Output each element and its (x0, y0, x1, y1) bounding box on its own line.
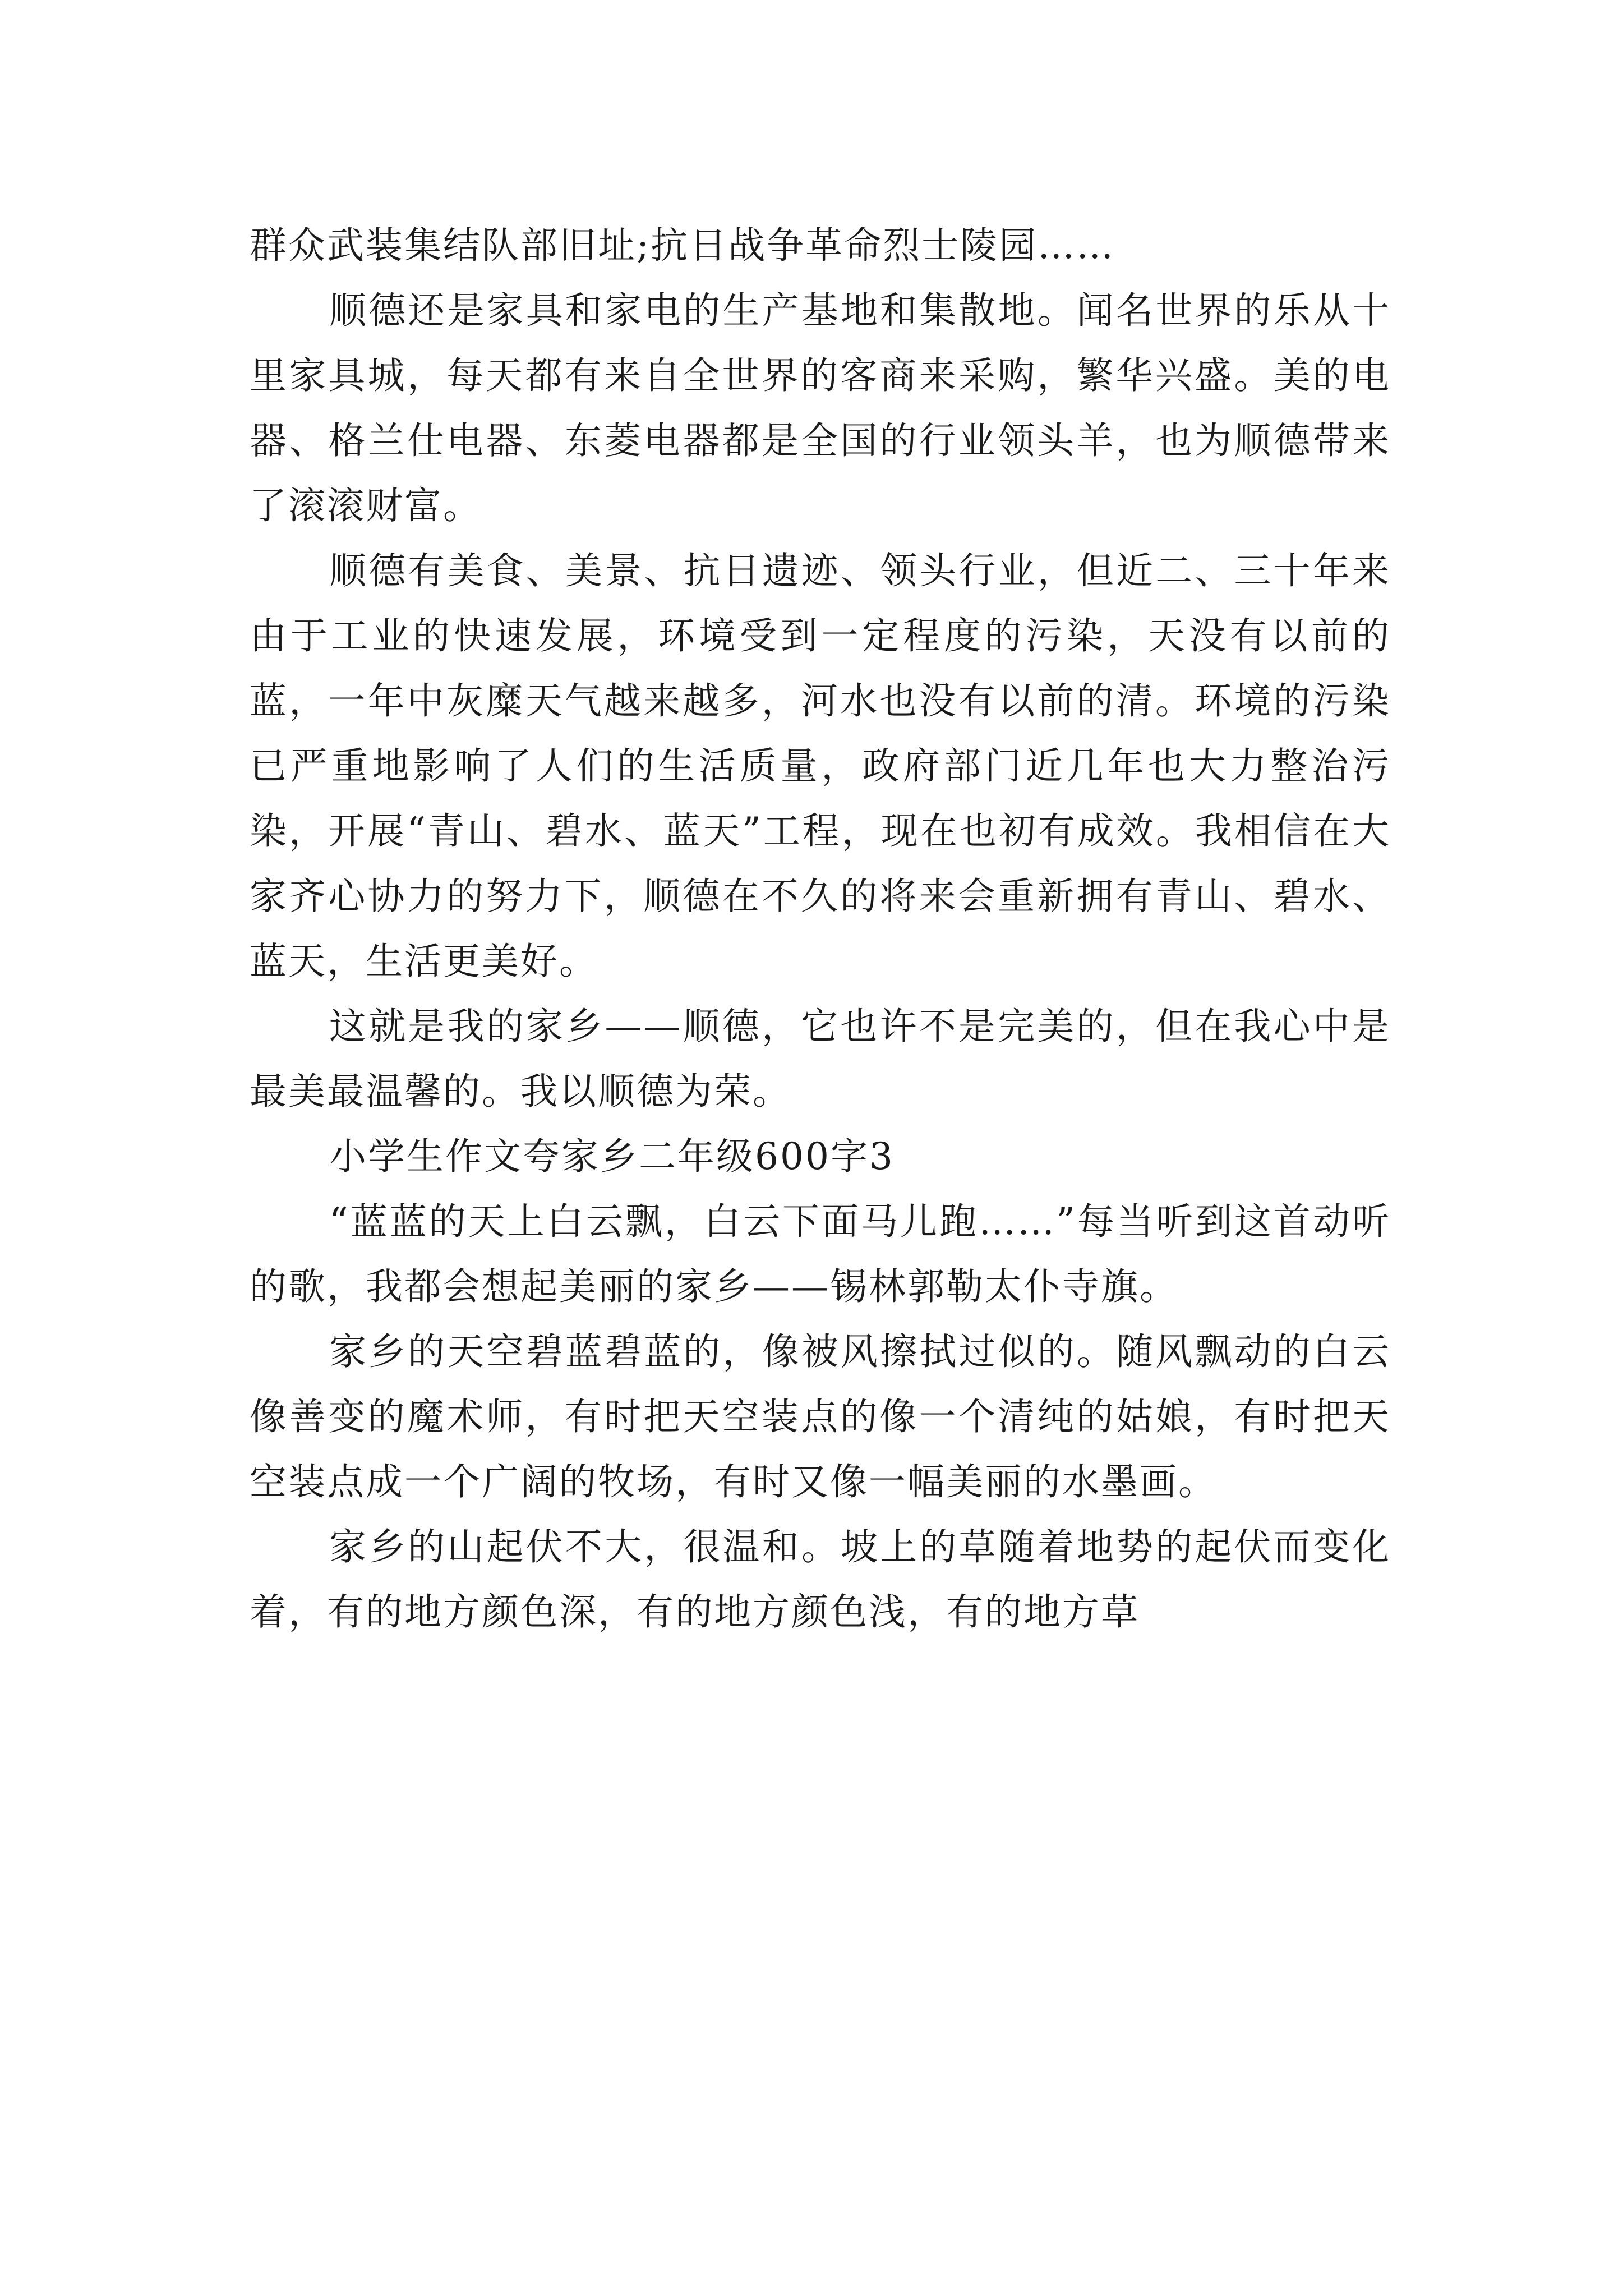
paragraph-sky: 家乡的天空碧蓝碧蓝的，像被风擦拭过似的。随风飘动的白云像善变的魔术师，有时把天空装点的像一个清纯的姑娘，有时把天空装点成一个广阔的牧场，有时又像一幅美丽的水墨画。 (250, 1330, 1391, 1503)
paragraph-furniture-appliances: 顺德还是家具和家电的生产基地和集散地。闻名世界的乐从十里家具城，每天都有来自全世界的客商来采购，繁华兴盛。美的电器、格兰仕电器、东菱电器都是全国的行业领头羊，也为顺德带来了滚滚财富。 (250, 289, 1391, 527)
paragraph-continuation: 群众武装集结队部旧址;抗日战争革命烈士陵园…… (250, 224, 1115, 267)
paragraph-conclusion: 这就是我的家乡——顺德，它也许不是完美的，但在我心中是最美最温馨的。我以顺德为荣。 (250, 1005, 1391, 1113)
essay-heading: 小学生作文夸家乡二年级600字3 (329, 1135, 895, 1178)
paragraph-song-intro: “蓝蓝的天上白云飘，白云下面马儿跑……”每当听到这首动听的歌，我都会想起美丽的家乡——锡林郭勒太仆寺旗。 (250, 1200, 1391, 1308)
document-body (250, 213, 1391, 1645)
paragraph-mountains: 家乡的山起伏不大，很温和。坡上的草随着地势的起伏而变化着，有的地方颜色深，有的地方颜色浅，有的地方草 (250, 1525, 1391, 1634)
paragraph-environment: 顺德有美食、美景、抗日遗迹、领头行业，但近二、三十年来由于工业的快速发展，环境受到一定程度的污染，天没有以前的蓝，一年中灰糜天气越来越多，河水也没有以前的清。环境的污染已严重地影响了人们的生活质量，政府部门近几年也大力整治污染，开展“青山、碧水、蓝天”工程，现在也初有成效。我相信在大家齐心协力的努力下，顺德在不久的将来会重新拥有青山、碧水、蓝天，生活更美好。 (250, 549, 1391, 983)
